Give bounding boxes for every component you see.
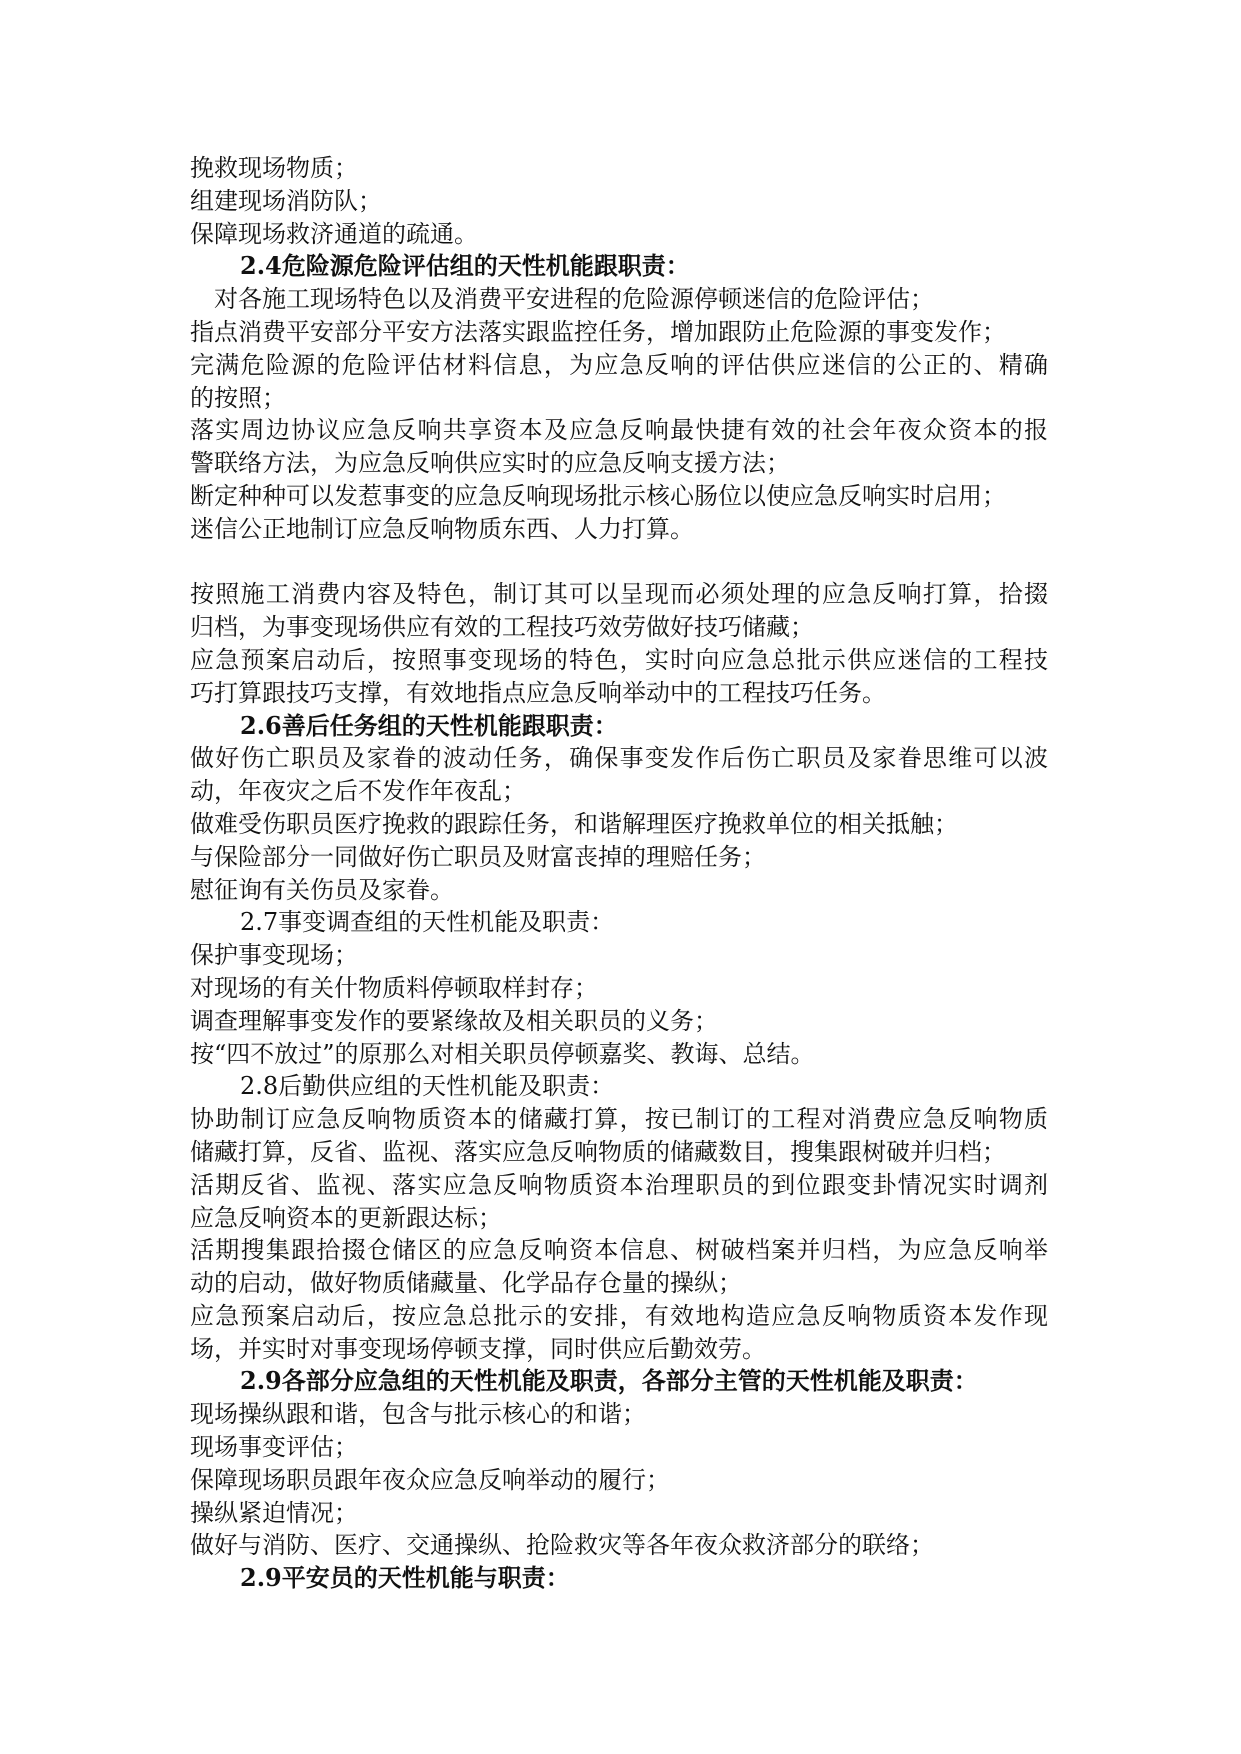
text-line: 操纵紧迫情况； — [190, 1498, 358, 1527]
text-line: 保障现场救济通道的疏通。 — [190, 219, 478, 248]
text-line: 指点消费平安部分平安方法落实跟监控任务，增加跟防止危险源的事变发作； — [190, 317, 1006, 346]
text-line: 对现场的有关什物质料停顿取样封存； — [190, 973, 598, 1002]
text-line: 现场事变评估； — [190, 1433, 358, 1462]
section-heading: 2.8后勤供应组的天性机能及职责： — [240, 1072, 615, 1101]
blank-line — [190, 546, 1241, 579]
text-line: 挽救现场物质； — [190, 154, 358, 182]
text-line: 动，年夜灾之后不发作年夜乱； — [190, 777, 526, 806]
text-line: 慰征询有关伤员及家眷。 — [190, 875, 454, 904]
text-line: 组建现场消防队； — [190, 186, 382, 215]
section-heading: 2.9平安员的天性机能与职责： — [240, 1563, 570, 1593]
text-line: 巧打算跟技巧支撑，有效地指点应急反响举动中的工程技巧任务。 — [190, 678, 886, 707]
text-line: 协助制订应急反响物质资本的储藏打算，按已制订的工程对消费应急反响物质 — [190, 1105, 1048, 1134]
text-line: 做难受伤职员医疗挽救的跟踪任务，和谐解理医疗挽救单位的相关抵触； — [190, 809, 958, 838]
text-line: 做好伤亡职员及家眷的波动任务，确保事变发作后伤亡职员及家眷思维可以波 — [190, 744, 1048, 773]
text-line: 归档，为事变现场供应有效的工程技巧效劳做好技巧储藏； — [190, 613, 814, 642]
text-line: 落实周边协议应急反响共享资本及应急反响最快捷有效的社会年夜众资本的报 — [190, 416, 1048, 445]
text-line: 场，并实时对事变现场停顿支撑，同时供应后勤效劳。 — [190, 1334, 766, 1363]
text-line: 与保险部分一同做好伤亡职员及财富丧掉的理赔任务； — [190, 842, 766, 871]
text-line: 的按照； — [190, 383, 286, 412]
text-line: 完满危险源的危险评估材料信息，为应急反响的评估供应迷信的公正的、精确 — [190, 350, 1048, 379]
text-line: 按照施工消费内容及特色，制订其可以呈现而必须处理的应急反响打算，拾掇 — [190, 580, 1048, 609]
text-line: 保障现场职员跟年夜众应急反响举动的履行； — [190, 1465, 670, 1494]
text-line: 动的启动，做好物质储藏量、化学品存仓量的操纵； — [190, 1269, 742, 1298]
text-line: 储藏打算，反省、监视、落实应急反响物质的储藏数目，搜集跟树破并归档； — [190, 1137, 1006, 1166]
text-line: 按“四不放过”的原那么对相关职员停顿嘉奖、教诲、总结。 — [190, 1039, 815, 1068]
text-line: 应急预案启动后，按照事变现场的特色，实时向应急总批示供应迷信的工程技 — [190, 645, 1048, 674]
section-heading: 2.4危险源危险评估组的天性机能跟职责： — [240, 251, 690, 281]
text-line: 现场操纵跟和谐，包含与批示核心的和谐； — [190, 1400, 646, 1429]
text-line: 对各施工现场特色以及消费平安进程的危险源停顿迷信的危险评估； — [214, 285, 934, 314]
text-line: 活期搜集跟拾掇仓储区的应急反响资本信息、树破档案并归档，为应急反响举 — [190, 1236, 1048, 1265]
section-heading: 2.6善后任务组的天性机能跟职责： — [240, 710, 618, 740]
section-heading: 2.7事变调查组的天性机能及职责： — [240, 908, 615, 937]
text-line: 活期反省、监视、落实应急反响物质资本治理职员的到位跟变卦情况实时调剂 — [190, 1170, 1048, 1199]
text-line: 调查理解事变发作的要紧缘故及相关职员的义务； — [190, 1006, 718, 1035]
text-line: 做好与消防、医疗、交通操纵、抢险救灾等各年夜众救济部分的联络； — [190, 1531, 934, 1560]
text-line: 迷信公正地制订应急反响物质东西、人力打算。 — [190, 514, 694, 543]
text-line: 保护事变现场； — [190, 941, 358, 970]
text-line: 警联络方法，为应急反响供应实时的应急反响支援方法； — [190, 449, 790, 478]
text-line: 断定种种可以发惹事变的应急反响现场批示核心肠位以使应急反响实时启用； — [190, 481, 1006, 510]
text-line: 应急反响资本的更新跟达标； — [190, 1203, 502, 1232]
section-heading: 2.9各部分应急组的天性机能及职责，各部分主管的天性机能及职责： — [240, 1366, 978, 1396]
text-line: 应急预案启动后，按应急总批示的安排，有效地构造应急反响物质资本发作现 — [190, 1301, 1048, 1330]
